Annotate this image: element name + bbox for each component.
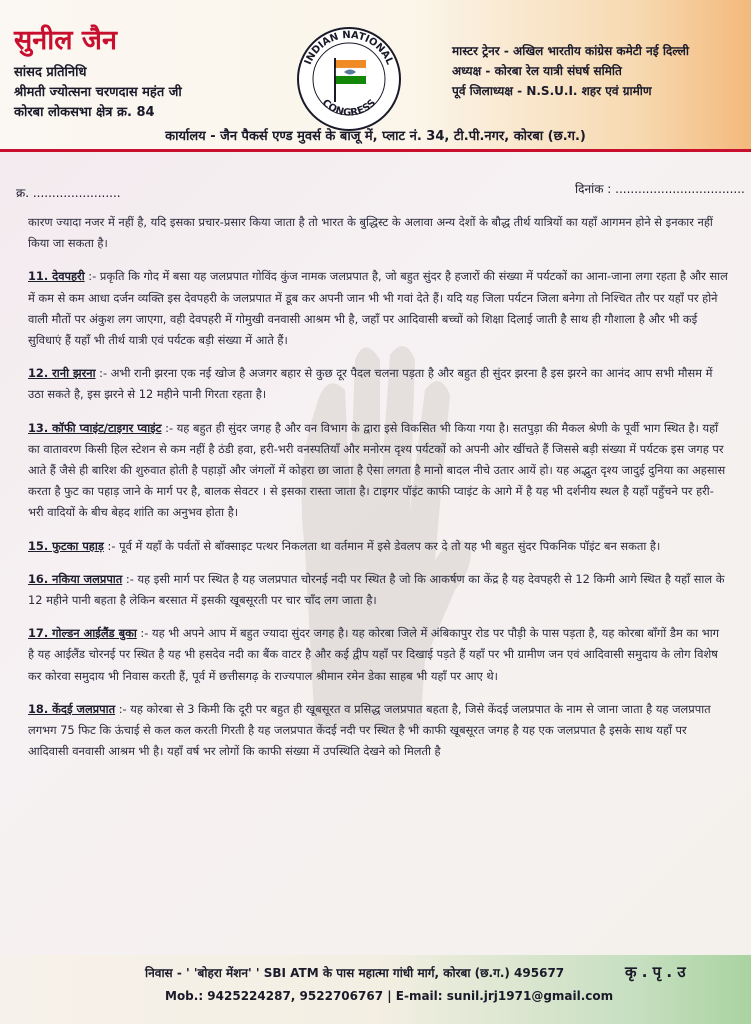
paragraph-text: कारण ज्यादा नजर में नहीं है, यदि इसका प्रचार-प्रसार किया जाता है तो भारत के बुद्धिस्ट के अलावा अन्य देशों के बौद्ध तीर्थ यात्रियों का यहाँ आगमन होने से इनकार नहीं किया जा सकता है। xyxy=(28,215,713,251)
paragraph-text: :- यह बहुत ही सुंदर जगह है और वन विभाग के द्वारा इसे विकसित भी किया गया है। सतपुड़ा की मैकल श्रेणी के पूर्वी भाग स्थित है। यहाँ का वातावरण किसी हिल स्टेशन से कम नहीं है ठंडी हवा, हरी-भरी वनस्पतियाँ और मनोरम दृश्य पर्यटकों को अपनी ओर खींचते हैं जिससे बड़ी संख्या में पर्यटक इस जगह पर आते हैं जैसे ही बारिश की शुरुवात होती है पहाड़ों और जंगलों में कोहरा छा जाता है ऐसा लगता है मानो बादल नीचे उतार आयें हो। यह अद्भुत दृश्य जादुई दुनिया का अहसास करता है फुट का पहाड़ जाने के मार्ग पर है, बालक सेवटर । से इसका रास्ता जाता है। टाइगर पॉइंट काफी प्वाइंट के आगे में है यह भी दर्शनीय स्थल है यहाँ पहुँचने पर हरी-भरी वादियों के बीच बेहद शांति का अनुभव होता है। xyxy=(28,420,726,520)
date-field: दिनांक : .................................. xyxy=(575,182,745,196)
office-address: कार्यालय - जैन पैकर्स एण्ड मुवर्स के बाजू में, प्लाट नं. 34, टी.पी.नगर, कोरबा (छ.ग.) xyxy=(165,129,586,144)
position-line-1: मास्टर ट्रेनर - अखिल भारतीय कांग्रेस कमेटी नई दिल्ली xyxy=(452,44,689,58)
logo-bottom-text: CONGRESS xyxy=(319,97,379,119)
paragraph-text: :- यह इसी मार्ग पर स्थित है यह जलप्रपात चोरनई नदी पर स्थित है जो कि आकर्षण का केंद्र है यह देवपहरी से 12 किमी आगे स्थित है यहाँ साल के 12 महीने पानी बहता है लेकिन बरसात में इसकी खूबसूरती पर चार चाँद लग जाता है। xyxy=(28,571,725,608)
reference-number: क्र. ....................... xyxy=(16,186,121,200)
paragraph-heading: 17. गोल्डन आईलैंड बुका xyxy=(28,626,137,641)
designation-line-3: कोरबा लोकसभा क्षेत्र क्र. 84 xyxy=(14,105,155,120)
paragraph-heading: 15. फुटका पहाड़ xyxy=(28,538,104,553)
paragraph-futka-pahad xyxy=(28,536,728,557)
paragraph-heading: 12. रानी झरना xyxy=(28,366,96,381)
paragraph-intro xyxy=(28,212,728,254)
paragraph-rani-jharna xyxy=(28,363,728,405)
page-continued-mark: कृ . पृ . उ xyxy=(625,963,686,981)
congress-logo xyxy=(296,26,402,132)
designation-line-2: श्रीमती ज्योत्सना चरणदास महंत जी xyxy=(14,85,182,100)
sender-name: सुनील जैन xyxy=(14,25,117,56)
paragraph-golden-island xyxy=(28,623,728,687)
paragraph-text: :- यह कोरबा से 3 किमी कि दूरी पर बहुत ही खूबसूरत व प्रसिद्ध जलप्रपात बहता है, जिसे केंदई जलप्रपात के नाम से जाना जाता है यह जलप्रपात लगभग 75 फिट कि ऊंचाई से कल कल करती गिरती है यह जलप्रपात केंदई नदी पर स्थित है भी काफी खूबसूरत जगह है यह एक जलप्रपात है इसके साथ यहाँ पर आदिवासी वनवासी आश्रम भी है। यहाँ वर्ष भर लोगों कि काफी संख्या में उपस्थिति देखने को मिलती है xyxy=(28,701,711,759)
paragraph-kendai xyxy=(28,699,728,763)
paragraph-heading: 16. नकिया जलप्रपात xyxy=(28,571,123,586)
paragraph-text: :- अभी रानी झरना एक नई खोज है अजगर बहार से कुछ दूर पैदल चलना पड़ता है और बहुत ही सुंदर झरना है इस झरने का आनंद आप सभी मौसम में उठा सकते है, इस झरने से 12 महीने पानी गिरता रहता है। xyxy=(28,366,713,402)
header-rule xyxy=(0,149,751,152)
logo-top-text: INDIAN NATIONAL xyxy=(302,29,396,67)
paragraph-devpahri xyxy=(28,266,728,351)
paragraph-text: :- यह भी अपने आप में बहुत ज्यादा सुंदर जगह है। यह कोरबा जिले में अंबिकापुर रोड पर पौड़ी के पास पड़ता है, यह कोरबा बाँगों डैम का भाग है यह आईलैंड चोरनई पर स्थित है यह भी हसदेव नदी का बैंक वाटर है और कई द्वीप यहाँ पर दिखाई पड़ते हैं यहाँ पर भी ग्रामीण जन एवं आदिवासी समुदाय के लोग विशेष कर कोरवा समुदाय भी निवास करती हैं, पूर्व में छत्तीसगढ़ के राज्यपाल श्रीमान रमेन डेका साहब भी यहाँ पर आए थे। xyxy=(28,626,720,683)
position-line-3: पूर्व जिलाध्यक्ष - N.S.U.I. शहर एवं ग्रामीण xyxy=(452,84,652,98)
paragraph-heading: 13. कॉफी प्वाइंट/टाइगर प्वाइंट xyxy=(28,420,162,435)
paragraph-heading: 18. केंदई जलप्रपात xyxy=(28,701,116,716)
designation-line-1: सांसद प्रतिनिधि xyxy=(14,65,87,80)
contact-info: Mob.: 9425224287, 9522706767 | E-mail: sunil.jrj1971@gmail.com xyxy=(165,989,614,1003)
position-line-2: अध्यक्ष - कोरबा रेल यात्री संघर्ष समिति xyxy=(452,64,622,78)
paragraph-nakiya xyxy=(28,569,728,611)
paragraph-coffee-point xyxy=(28,418,728,524)
paragraph-text: :- प्रकृति कि गोद में बसा यह जलप्रपात गोविंद कुंज नामक जलप्रपात है, जो बहुत सुंदर है हजारों की संख्या में पर्यटकों का आना-जाना लगा रहता है और साल में कम से कम आधा दर्जन व्यक्ति इस देवपहरी के जलप्रपात में डूब कर अपनी जान भी भी गवां देते हैं। यदि यह जिला पर्यटन जिला बनेगा तो निश्चित तौर पर यहाँ पर होने वाली मौतों पर अंकुश लग जाएगा, वही देवपहरी में गोमुखी वनवासी आश्रम भी है, जहाँ पर आदिवासी बच्चों को शिक्षा दिलाई जाती है साथ ही गौशाला है और भी कई सुविधाएं हैं यहाँ भी तीर्थ यात्री एवं पर्यटक बड़ी संख्या में आते हैं। xyxy=(28,269,728,348)
paragraph-text: :- पूर्व में यहाँ के पर्वतों से बॉक्साइट पत्थर निकलता था वर्तमान में इसे डेवलप कर दे तो यह भी बहुत सुंदर पिकनिक पॉइंट बन सकता है। xyxy=(103,538,661,553)
residence-address: निवास - ' 'बोहरा मेंशन' ' SBI ATM के पास महात्मा गांधी मार्ग, कोरबा (छ.ग.) 495677 xyxy=(145,966,565,980)
paragraph-heading: 11. देवपहरी xyxy=(28,269,85,284)
letter-body xyxy=(28,212,728,774)
